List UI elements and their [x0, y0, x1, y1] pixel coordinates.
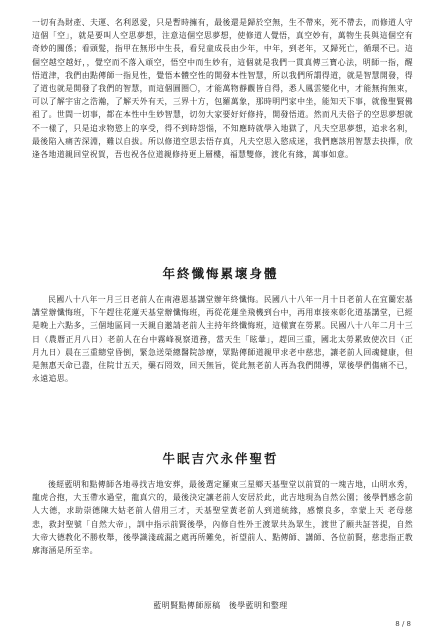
page-number: 8 / 8 — [395, 620, 411, 628]
section-heading-burial-site: 牛眠吉穴永伴聖哲 — [162, 451, 279, 466]
paragraph-empty-mind: 一切有為財產、夫運、名利恩愛，只是暫時擁有，最後還是歸於空無，生不帶來，死不帶去，而修道人守這個「空」，就是要叫人空思夢想，注意這個空思夢想，使修道人覺悟，真空妙有，萬物生長與這個空有奇妙的關係；看頭髮，指甲在無形中生長，看兒童成長由少年，中年，到老年，又歸死亡，循環不已。這個空越空越好，，覺空而不落入頑空，悟空中而生妙有，這個就是我們一貫真傳三寶心法，明師一指，醒悟道津，我們由點傳師一指見性，覺悟本體空性的開發本性智慧，所以我們所謂得道，就是智慧開發，得了道也就是開發了我們的智慧，而這個圓圈〇，才能萬物靜觀皆自得，悉人鳳雲變化中，才能無拘無束，可以了解宇宙之浩瀚，了解天外有天，三界十方，包羅萬象，那時明門家中坐，能知天下事，就像聖賢佛祖了。世間一切事，都在本性中生妙智慧，切勿大家要好好修持，開發悟道。然而凡夫俗子的空思夢想就不一樣了，只是追求物慾上的享受，得不到時怨惱，不知應時就學入地獄了，凡夫空思夢想，追求名利，最後陷入痛苦深淵，難以自拔。所以修道空思去悟存真，凡夫空思入慾成迷，我們應該用智慧去抉擇，欣逢各地道親回堂祝賀，吾也祝各位道親修持更上層樓，福慧雙修，渡化有緣，萬事如意。 — [32, 18, 413, 160]
section-heading-year-end-repentance: 年終懺悔累壞身體 — [162, 266, 279, 281]
paragraph-year-end-repentance: 民國八十八年一月三日老前人在南港恩基講堂辦年終懺悔。民國八十八年一月十日老前人在宜蘭宏基講堂辦懺悔班，下午趕往花蓮天基堂辦懺悔班，再從花蓮坐飛機到台中，再用車接來彰化道基講堂，已經是晚上六點多，三個地區同一天親自邀請老前人主持年終懺悔班，這樣實在勞累。民國八十八年二月十三日（農曆正月八日）老前人在台中霧峰視察道務，當天生「眩暈」，趕回三重，國北太勞累致使次日（正月九日）晨在三重總堂昏倒，緊急送榮總醫院診療，眾點傳師道親甲求老中慈悲，讓老前人回魂健康，但是無惠天命已盡，住院廿五天，藥石罔效，回天無旨，從此無老前人再為我們開導，眾後學們傷痛不已，永遠追思。 — [32, 295, 413, 384]
author-signature: 藍明賢點傳師原稿 後學藍明和整理 — [153, 601, 288, 610]
paragraph-burial-site: 後經藍明和點傳師各地尋找吉地安葬，最後選定羅東三星鄉天基聖堂以前買的一塊吉地，山明水秀，龍虎合抱，大玉帶水過堂，龍真穴的，最後決定讓老前人安居於此，此吉地現為自然公園；後學們感念前人大德，求助崇德陳大姑老前人借用三才，天基聖堂黃老前人到道統緣，感懷良多，幸蒙上天 老母慈悲，救封聖號「自然大帝」，訓中指示前賢後學，內修自性外王渡眾共為眾生，渡世了願共証菩提，自然大帝大德教化不勝枚舉，後學識淺疏漏之處再所難免，祈望前人、點傳師、講師、各位前賢，慈悲指正教廓海涵是所至幸。 — [32, 480, 413, 556]
